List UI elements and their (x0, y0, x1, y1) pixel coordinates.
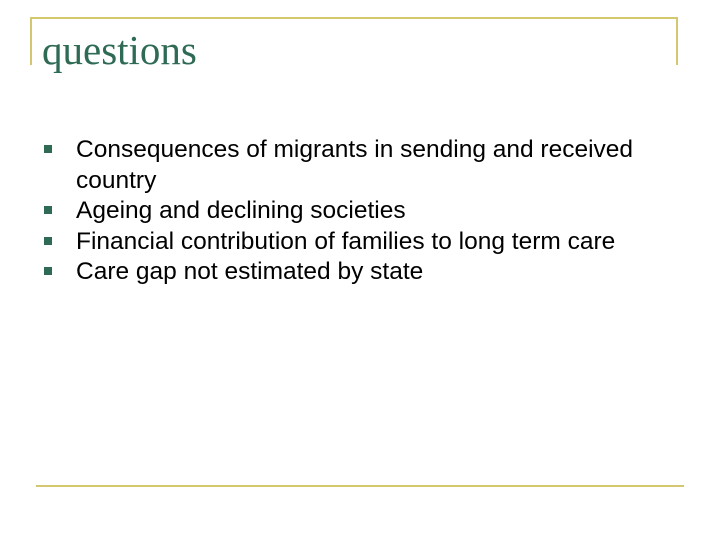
square-bullet-icon (44, 237, 52, 245)
bullet-text: Care gap not estimated by state (76, 258, 424, 285)
frame-top-rule (30, 17, 678, 19)
bullet-item (44, 257, 684, 288)
bullet-text: Consequences of migrants in sending and received country (76, 136, 634, 194)
bullet-item (44, 135, 684, 196)
frame-bottom-rule (36, 485, 684, 487)
bullet-list (44, 135, 684, 288)
slide-title: questions (42, 27, 197, 73)
frame-right-rule (676, 17, 678, 65)
square-bullet-icon (44, 206, 52, 214)
bullet-item (44, 227, 684, 258)
square-bullet-icon (44, 145, 52, 153)
bullet-text: Financial contribution of families to long term care (76, 227, 616, 255)
bullet-text: Ageing and declining societies (76, 197, 406, 224)
square-bullet-icon (44, 267, 52, 275)
frame-left-rule (30, 17, 32, 65)
bullet-item (44, 196, 684, 227)
